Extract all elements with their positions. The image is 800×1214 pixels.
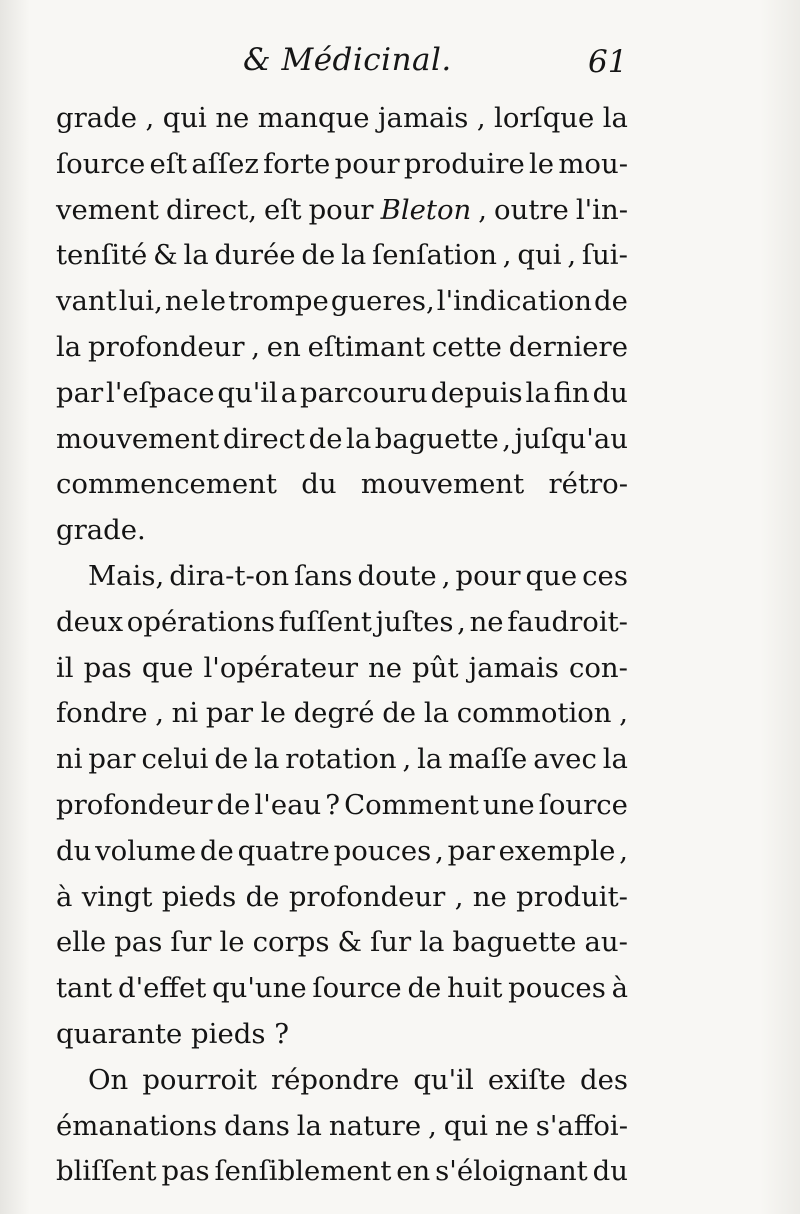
text-line (56, 691, 628, 737)
word: aſſez (191, 147, 259, 180)
word: Bleton (380, 193, 472, 226)
text-line (56, 646, 628, 692)
word: grade. (56, 514, 146, 547)
word: , (619, 834, 628, 867)
word: ni (56, 743, 83, 776)
word: commotion (456, 697, 612, 730)
word: direct, (165, 193, 257, 226)
word: maſſe (448, 743, 528, 776)
word: , (457, 605, 466, 638)
word: pour (334, 147, 400, 180)
page-header (0, 42, 800, 92)
word: ſource (538, 788, 628, 821)
word: direct (222, 422, 306, 455)
text-line (56, 1149, 628, 1195)
word: fondre (56, 697, 148, 730)
word: doute (357, 559, 437, 592)
word: du (56, 834, 92, 867)
text-line (56, 920, 628, 966)
word: , (619, 697, 628, 730)
word: pieds (161, 880, 237, 913)
word: profondeur (288, 880, 446, 913)
word: eſtimant (307, 330, 426, 363)
word: l'in- (575, 193, 628, 226)
word: profondeur (56, 788, 213, 821)
word: On (88, 1063, 129, 1096)
word: que (141, 651, 194, 684)
text-line (56, 875, 628, 921)
word: la (419, 926, 445, 959)
body-text (56, 96, 628, 1195)
word: rétro- (548, 468, 628, 501)
text-line (56, 966, 628, 1012)
word: en (266, 330, 301, 363)
word: faudroit- (507, 605, 628, 638)
word: ne (215, 102, 250, 134)
word: par (447, 834, 495, 867)
word: jamais (378, 102, 469, 134)
text-line (56, 1058, 628, 1104)
word: forte (263, 147, 331, 180)
word: , (478, 193, 488, 226)
word: qui (162, 102, 207, 134)
word: jamais (468, 651, 559, 684)
word: de (594, 285, 628, 318)
word: celui (141, 743, 209, 776)
word: ſans (294, 559, 353, 592)
word: de (216, 788, 251, 821)
word: baguette (374, 422, 499, 455)
word: de (245, 880, 280, 913)
word: pouces (508, 972, 606, 1005)
word: le (260, 697, 286, 730)
word: qu'une (212, 972, 307, 1005)
word: & (337, 926, 363, 959)
word: huit (447, 972, 503, 1005)
word: l'eſpace (106, 376, 215, 409)
word: qui (443, 1109, 488, 1142)
word: a (280, 376, 298, 409)
word: volume (95, 834, 197, 867)
text-line (56, 1012, 628, 1058)
word: de (199, 834, 234, 867)
word: l'opérateur (203, 651, 359, 684)
word: fin (553, 376, 590, 409)
word: ? (274, 1017, 289, 1050)
word: tant (56, 972, 113, 1005)
word: au- (584, 926, 628, 959)
word: , (476, 102, 486, 134)
text-line (56, 417, 628, 463)
word: , (567, 239, 577, 272)
text-line (56, 142, 628, 188)
word: qu'il (413, 1063, 474, 1096)
word: pas (83, 651, 132, 684)
word: à (56, 880, 73, 913)
word: quatre (237, 834, 330, 867)
word: ſenſiblement (214, 1155, 392, 1188)
word: eſt (149, 147, 188, 180)
word: manque (257, 102, 370, 134)
word: , (502, 422, 512, 455)
word: ſur (370, 926, 412, 959)
word: deux (56, 605, 124, 638)
word: le (200, 285, 227, 318)
word: de (308, 422, 343, 455)
word: Comment (344, 788, 479, 821)
word: pour (455, 559, 521, 592)
text-line (56, 188, 628, 234)
word: , (441, 559, 451, 592)
word: grade (56, 102, 138, 134)
word: nature (328, 1109, 422, 1142)
word: pour (308, 193, 374, 226)
word: ne (368, 651, 403, 684)
word: la (602, 102, 628, 134)
word: émanations (56, 1109, 218, 1142)
word: la (602, 743, 628, 776)
word: du (592, 376, 628, 409)
word: ſur (170, 926, 212, 959)
word: corps (252, 926, 330, 959)
word: , (435, 834, 444, 867)
word: s'affoi- (535, 1109, 628, 1142)
word: trompe (228, 285, 329, 318)
word: de (301, 239, 336, 272)
text-line (56, 737, 628, 783)
word: commencement (56, 468, 277, 501)
text-line (56, 233, 628, 279)
word: vement (56, 193, 159, 226)
word: cette (431, 330, 502, 363)
word: mou- (558, 147, 628, 180)
word: pas (161, 1155, 210, 1188)
word: en (396, 1155, 431, 1188)
word: par (205, 697, 254, 730)
word: ni (171, 697, 199, 730)
word: ſource (56, 147, 146, 180)
word: lui, (118, 285, 163, 318)
word: , (402, 743, 412, 776)
word: exemple (498, 834, 616, 867)
word: qui (517, 239, 562, 272)
word: mouvement (360, 468, 525, 501)
word: la (296, 1109, 322, 1142)
word: produire (403, 147, 525, 180)
text-line (56, 829, 628, 875)
word: con- (568, 651, 628, 684)
word: ſenſation (372, 239, 497, 272)
word: du (592, 1155, 628, 1188)
word: , (428, 1109, 437, 1142)
word: profondeur (87, 330, 245, 363)
word: durée (214, 239, 296, 272)
word: , (454, 880, 464, 913)
word: ? (325, 788, 341, 821)
word: la (423, 697, 450, 730)
text-line (56, 600, 628, 646)
text-line (56, 325, 628, 371)
word: pourroit (142, 1063, 257, 1096)
word: gueres, (330, 285, 435, 318)
word: la (525, 376, 551, 409)
text-line (56, 554, 628, 600)
word: la (254, 743, 280, 776)
word: par (88, 743, 136, 776)
word: de (407, 972, 442, 1005)
word: derniere (508, 330, 628, 363)
word: ces (582, 559, 628, 592)
word: lorſque (494, 102, 595, 134)
word: parcouru (300, 376, 428, 409)
word: , (155, 697, 164, 730)
word: fuſſent (278, 605, 372, 638)
word: bliſſent (56, 1155, 157, 1188)
text-line (56, 279, 628, 325)
word: pas (114, 926, 163, 959)
word: qu'il (217, 376, 278, 409)
word: que (525, 559, 578, 592)
word: Mais, (88, 559, 165, 592)
word: exiſte (487, 1063, 566, 1096)
word: la (417, 743, 443, 776)
word: rotation (285, 743, 397, 776)
text-line (56, 371, 628, 417)
word: la (183, 239, 209, 272)
word: juſqu'au (514, 422, 628, 455)
word: & (153, 239, 178, 272)
word: pouces (333, 834, 432, 867)
word: ne (472, 880, 507, 913)
word: des (579, 1063, 628, 1096)
word: de (214, 743, 249, 776)
word: mouvement (56, 422, 220, 455)
word: l'eau (254, 788, 322, 821)
text-line (56, 1104, 628, 1150)
word: quarante (56, 1017, 183, 1050)
word: de (382, 697, 417, 730)
word: le (529, 147, 555, 180)
word: pût (412, 651, 459, 684)
word: , (502, 239, 512, 272)
word: le (219, 926, 245, 959)
word: elle (56, 926, 107, 959)
word: ſui- (581, 239, 628, 272)
word: par (56, 376, 104, 409)
word: vant (56, 285, 117, 318)
word: ne (164, 285, 199, 318)
word: à (611, 972, 628, 1005)
word: tenſité (56, 239, 148, 272)
word: vingt (81, 880, 153, 913)
word: avec (533, 743, 597, 776)
word: dira-t-on (169, 559, 290, 592)
word: eſt (264, 193, 302, 226)
text-line (56, 508, 628, 554)
word: , (145, 102, 155, 134)
page-number: 61 (588, 44, 628, 80)
word: opérations (126, 605, 275, 638)
word: il (56, 651, 74, 684)
word: s'éloignant (435, 1155, 588, 1188)
text-line (56, 96, 628, 142)
word: la (56, 330, 82, 363)
word: produit- (516, 880, 628, 913)
word: une (482, 788, 535, 821)
word: dans (224, 1109, 290, 1142)
word: d'effet (117, 972, 207, 1005)
word: , (251, 330, 261, 363)
word: la (346, 422, 372, 455)
word: du (301, 468, 337, 501)
word: degré (293, 697, 375, 730)
word: baguette (452, 926, 577, 959)
word: répondre (270, 1063, 400, 1096)
text-line (56, 462, 628, 508)
word: ne (469, 605, 504, 638)
word: l'indication (436, 285, 592, 318)
text-line (56, 783, 628, 829)
word: outre (494, 193, 569, 226)
running-title: & Médicinal. (243, 42, 452, 78)
word: ſource (312, 972, 402, 1005)
word: juſtes (375, 605, 454, 638)
word: depuis (430, 376, 523, 409)
word: pieds (191, 1017, 266, 1050)
word: la (341, 239, 367, 272)
word: ne (494, 1109, 529, 1142)
